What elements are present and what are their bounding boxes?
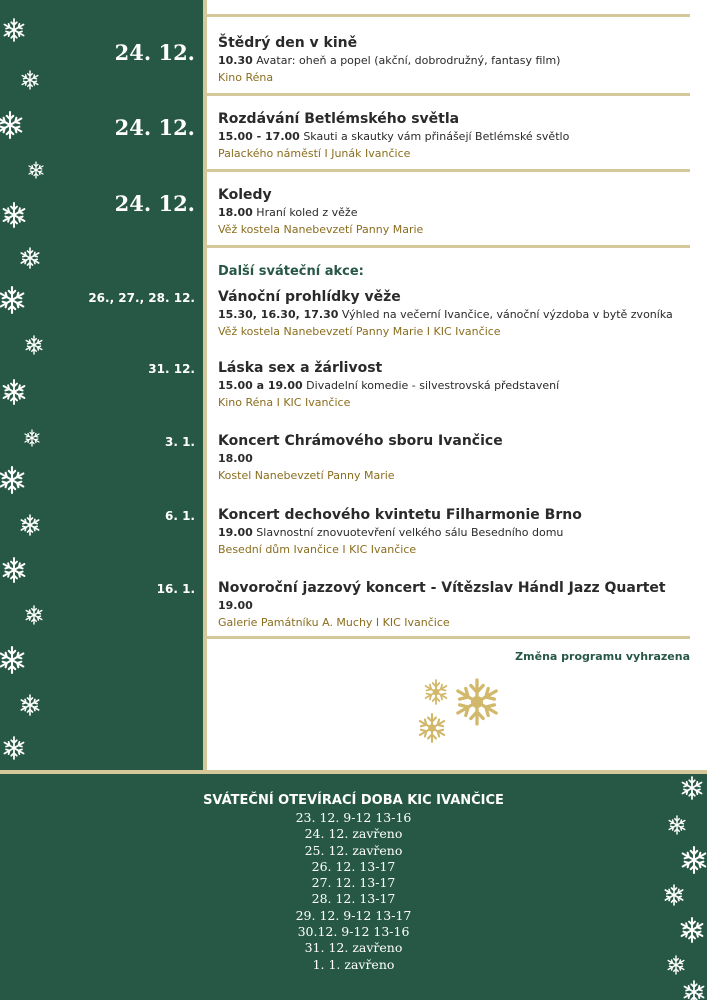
event-text: Divadelní komedie - silvestrovská představení — [306, 379, 560, 392]
opening-hours-row: 27. 12. 13-17 — [311, 875, 396, 891]
opening-hours-row: 28. 12. 13-17 — [311, 891, 396, 907]
event-text: Hraní koled z věže — [256, 206, 358, 219]
event-place: Palackého náměstí I Junák Ivančice — [218, 147, 411, 160]
event-date: 24. 12. — [114, 191, 195, 216]
event-place: Galerie Památníku A. Muchy I KIC Ivančice — [218, 616, 450, 629]
event-item — [218, 506, 690, 558]
event-title: Koledy — [218, 187, 272, 203]
event-date: 16. 1. — [156, 582, 195, 596]
gold-rule — [207, 636, 690, 639]
opening-hours-row: 30.12. 9-12 13-16 — [297, 924, 410, 940]
event-time: 19.00 — [218, 526, 253, 539]
event-time: 15.00 a 19.00 — [218, 379, 303, 392]
event-description — [218, 205, 690, 221]
event-time: 15.30, 16.30, 17.30 — [218, 308, 339, 321]
event-title: Novoroční jazzový koncert - Vítězslav Hándl Jazz Quartet — [218, 580, 666, 596]
event-date: 31. 12. — [148, 362, 195, 376]
section-heading: Další sváteční akce: — [218, 264, 364, 279]
event-title: Koncert dechového kvintetu Filharmonie Brno — [218, 507, 582, 523]
event-place: Kino Réna — [218, 71, 274, 84]
event-item — [218, 288, 690, 340]
event-description — [218, 129, 690, 145]
event-title: Vánoční prohlídky věže — [218, 289, 401, 305]
program-change-note: Změna programu vyhrazena — [515, 650, 690, 663]
opening-hours-row: 31. 12. zavřeno — [304, 940, 403, 956]
event-title: Štědrý den v kině — [218, 35, 358, 51]
opening-hours-row: 25. 12. zavřeno — [304, 842, 403, 858]
event-title: Láska sex a žárlivost — [218, 360, 383, 376]
event-description — [218, 378, 690, 394]
event-description — [218, 598, 690, 614]
snowflake-icon — [420, 680, 496, 742]
event-text: Avatar: oheň a popel (akční, dobrodružný, fantasy film) — [256, 54, 561, 67]
event-item — [218, 432, 690, 484]
event-date: 24. 12. — [114, 40, 195, 65]
event-text: Výhled na večerní Ivančice, vánoční výzdoba v bytě zvoníka — [341, 308, 673, 321]
event-item — [218, 579, 690, 631]
event-date: 6. 1. — [165, 509, 195, 523]
event-description — [218, 525, 690, 541]
event-item — [218, 186, 690, 238]
event-place: Věž kostela Nanebevzetí Panny Marie — [218, 223, 424, 236]
event-description — [218, 307, 690, 323]
event-time: 19.00 — [218, 599, 253, 612]
event-text: Slavnostní znovuotevření velkého sálu Besedního domu — [256, 526, 564, 539]
event-text: Skauti a skautky vám přinášejí Betlémské světlo — [303, 130, 570, 143]
opening-hours-list — [0, 810, 707, 973]
event-title: Koncert Chrámového sboru Ivančice — [218, 433, 503, 449]
snowflake-border-left — [0, 0, 60, 770]
opening-hours-row: 29. 12. 9-12 13-17 — [295, 907, 412, 923]
opening-hours-row: 23. 12. 9-12 13-16 — [295, 810, 412, 825]
event-place: Kino Réna I KIC Ivančice — [218, 396, 351, 409]
event-time: 18.00 — [218, 452, 253, 465]
opening-hours-row: 24. 12. zavřeno — [304, 826, 403, 842]
event-place: Besední dům Ivančice I KIC Ivančice — [218, 543, 417, 556]
event-time: 10.30 — [218, 54, 253, 67]
event-description — [218, 451, 690, 467]
event-item — [218, 110, 690, 162]
event-date: 26., 27., 28. 12. — [88, 291, 195, 305]
event-place: Věž kostela Nanebevzetí Panny Marie I KIC Ivančice — [218, 325, 501, 338]
gold-rule — [207, 93, 690, 96]
event-item — [218, 359, 690, 411]
snowflake-decoration — [412, 672, 507, 747]
event-place: Kostel Nanebevzetí Panny Marie — [218, 469, 395, 482]
gold-rule — [0, 770, 707, 774]
gold-divider-vertical — [203, 0, 207, 770]
event-title: Rozdávání Betlémského světla — [218, 111, 460, 127]
gold-rule — [207, 169, 690, 172]
snowflake-icon — [0, 19, 43, 759]
event-description — [218, 53, 690, 69]
opening-hours-title: SVÁTEČNÍ OTEVÍRACÍ DOBA KIC IVANČICE — [203, 793, 504, 808]
event-item — [218, 34, 690, 86]
opening-hours-row: 26. 12. 13-17 — [311, 858, 396, 874]
event-time: 18.00 — [218, 206, 253, 219]
gold-rule — [207, 14, 690, 17]
opening-hours-row: 1. 1. zavřeno — [312, 956, 395, 972]
gold-rule — [207, 245, 690, 248]
event-time: 15.00 - 17.00 — [218, 130, 300, 143]
event-date: 3. 1. — [165, 435, 195, 449]
event-date: 24. 12. — [114, 115, 195, 140]
